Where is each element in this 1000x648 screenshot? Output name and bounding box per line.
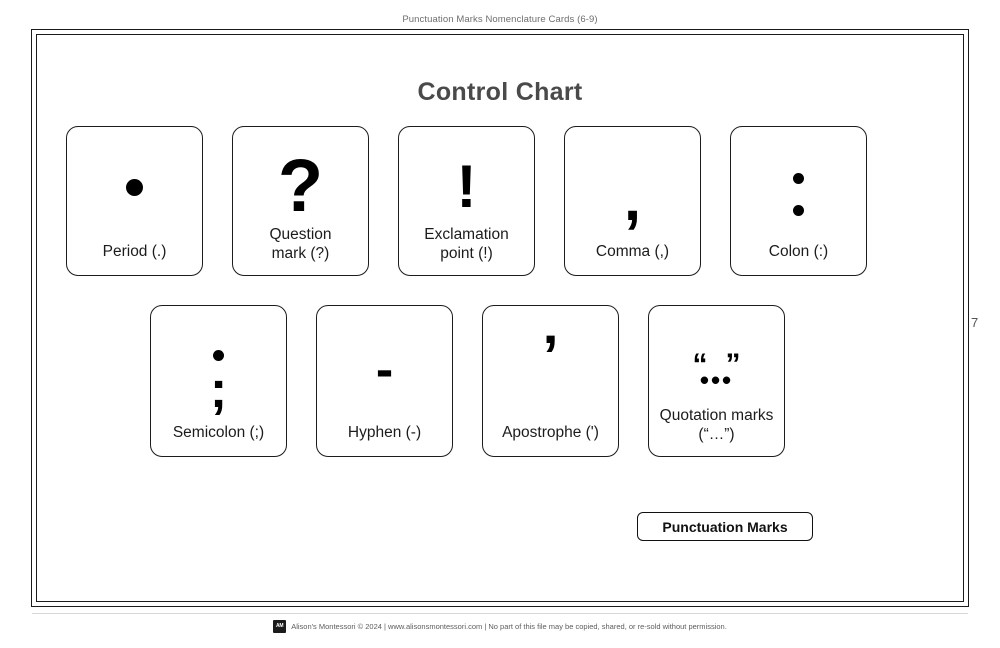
card-hyphen[interactable] bbox=[316, 305, 453, 457]
apostrophe-glyph: ’ bbox=[542, 324, 559, 389]
quote-open-glyph: “ bbox=[692, 348, 708, 381]
page-number: 7 bbox=[971, 315, 979, 330]
card-comma[interactable] bbox=[564, 126, 701, 276]
card-label: Hyphen (-) bbox=[347, 423, 422, 441]
card-label-line1: Quotation marks bbox=[659, 407, 774, 425]
card-row-1 bbox=[66, 126, 867, 276]
card-quotation-marks[interactable] bbox=[648, 305, 785, 457]
exclamation-point-glyph: ! bbox=[456, 153, 477, 220]
period-dot-icon bbox=[67, 179, 202, 196]
question-mark-glyph: ? bbox=[277, 144, 324, 227]
comma-glyph: , bbox=[623, 165, 642, 234]
card-label-line2: (“…”) bbox=[698, 425, 735, 443]
card-semicolon[interactable] bbox=[150, 305, 287, 457]
card-question-mark[interactable] bbox=[232, 126, 369, 276]
card-label: Semicolon (;) bbox=[172, 423, 265, 441]
footer-credit: Alison's Montessori © 2024 | www.alisonsmontessori.com | No part of this file may be copied, shared, or re-sold without permission. bbox=[291, 622, 727, 631]
colon-dots-icon bbox=[731, 173, 866, 216]
card-label-line1: Question bbox=[269, 226, 332, 244]
card-label-line1: Exclamation bbox=[424, 226, 509, 244]
document-footer bbox=[0, 620, 1000, 633]
card-label: Comma (,) bbox=[595, 242, 670, 260]
quote-close-glyph: ” bbox=[725, 348, 741, 381]
quotation-ellipsis-glyph: ••• bbox=[699, 365, 734, 395]
punctuation-marks-tag[interactable]: Punctuation Marks bbox=[637, 512, 813, 541]
card-label: Apostrophe (') bbox=[502, 423, 599, 441]
card-label bbox=[649, 407, 784, 456]
hyphen-glyph: - bbox=[375, 341, 394, 399]
card-exclamation-point[interactable] bbox=[398, 126, 535, 276]
semicolon-comma-glyph: ; bbox=[209, 361, 228, 419]
card-row-2 bbox=[150, 305, 785, 457]
brand-logo-icon: AM bbox=[273, 620, 286, 633]
page-title: Control Chart bbox=[417, 78, 583, 106]
card-colon[interactable] bbox=[730, 126, 867, 276]
card-label-line2: mark (?) bbox=[271, 244, 330, 262]
card-label: Period (.) bbox=[102, 242, 167, 260]
card-label-line2: point (!) bbox=[440, 244, 493, 262]
footer-divider bbox=[32, 613, 968, 614]
card-period[interactable] bbox=[66, 126, 203, 276]
semicolon-icon bbox=[151, 350, 286, 361]
document-header-title: Punctuation Marks Nomenclature Cards (6-9) bbox=[402, 14, 598, 25]
card-apostrophe[interactable] bbox=[482, 305, 619, 457]
card-label bbox=[233, 226, 368, 275]
card-label: Colon (:) bbox=[768, 242, 829, 260]
card-label bbox=[399, 226, 534, 275]
